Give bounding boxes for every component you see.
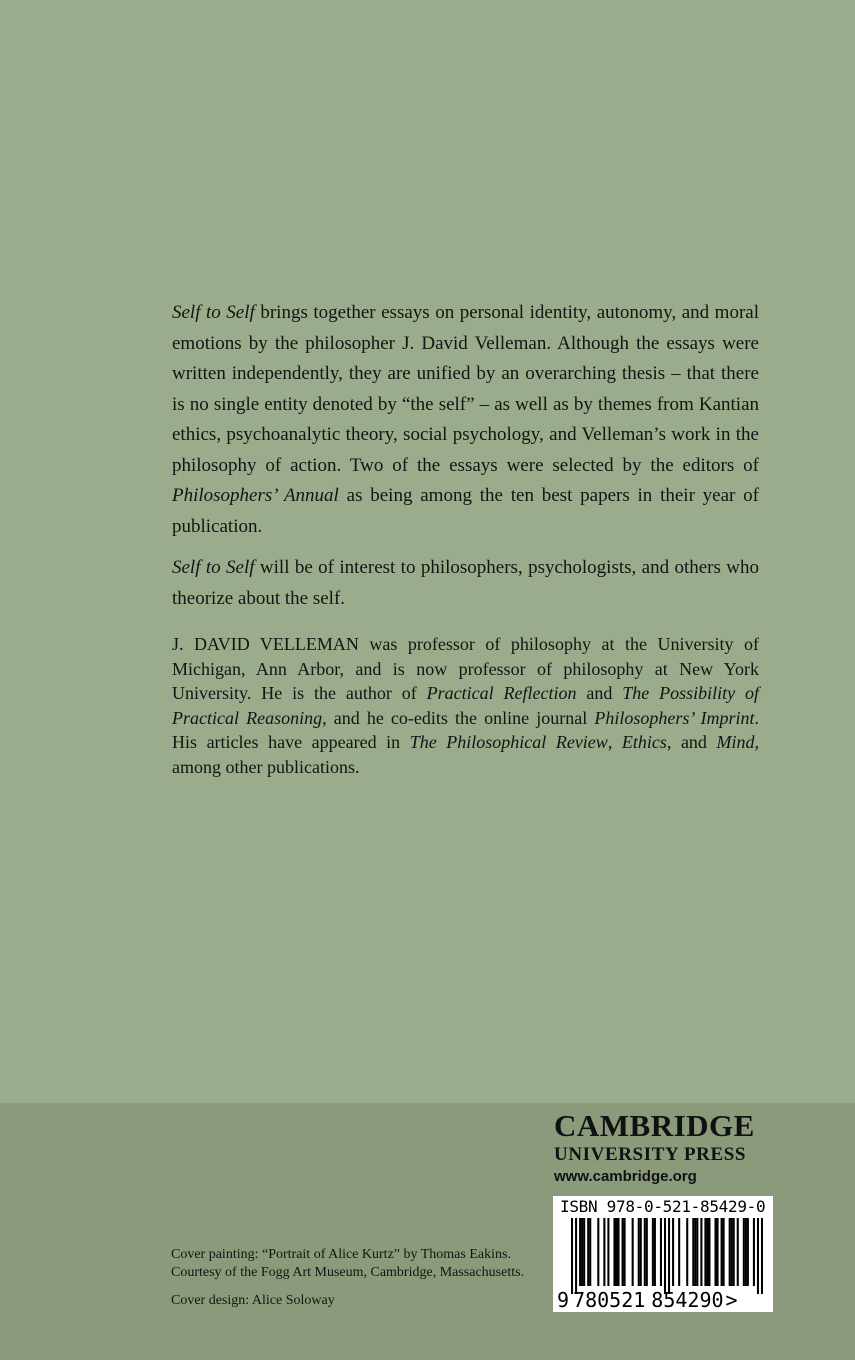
publication-title: The Philosophical Review (409, 732, 608, 752)
blurb-text: will be of interest to philosophers, psychologists, and others who theorize about the self. (172, 557, 759, 609)
barcode-bar (721, 1218, 723, 1286)
barcode-bar (607, 1218, 609, 1286)
bio-text: , and (666, 732, 717, 752)
annual-title: Philosophers’ Annual (172, 485, 339, 506)
barcode-bar (743, 1218, 745, 1286)
barcode-bar (686, 1218, 688, 1286)
blurb-text-end: as being among the ten best papers in their year of publication. (172, 485, 759, 537)
barcode-bar (654, 1218, 656, 1286)
barcode-bar (597, 1218, 599, 1286)
bio-text: J. DAVID VELLEMAN was professor of philosophy at the University of Michigan, Ann Arbor, and is now professor of philosophy at New York University. He is the author of (172, 634, 759, 703)
barcode-bar (733, 1218, 735, 1286)
bio-text: , and he co-edits the online journal (322, 707, 595, 728)
barcode-digit-first: 9 (557, 1288, 570, 1312)
book-title: The Possibility of Practical Reasoning (172, 683, 759, 728)
barcode-digits (557, 1288, 773, 1312)
barcode-bar (589, 1218, 591, 1286)
barcode-bar (622, 1218, 624, 1286)
cover-credits (171, 1246, 551, 1310)
barcode-bar (624, 1218, 626, 1286)
barcode-bar (723, 1218, 725, 1286)
book-title: Self to Self (172, 302, 255, 323)
barcode-bar (603, 1218, 605, 1286)
barcode-bar (753, 1218, 755, 1286)
barcode-bar (575, 1218, 577, 1294)
barcode-bar (757, 1218, 759, 1294)
bio-text: and (576, 683, 623, 703)
publication-title: Mind (716, 732, 755, 752)
publication-title: Ethics (621, 732, 667, 752)
book-title: Self to Self (172, 557, 255, 578)
bio-text: , among other publications. (172, 732, 759, 777)
isbn-barcode (553, 1196, 773, 1312)
barcode-bar (579, 1218, 581, 1286)
barcode-bar (694, 1218, 696, 1286)
author-bio (172, 632, 759, 779)
barcode-bar (632, 1218, 634, 1286)
painting-credit: Cover painting: “Portrait of Alice Kurtz” by Thomas Eakins. (171, 1247, 511, 1262)
publisher-logo (554, 1108, 784, 1188)
barcode-bar (729, 1218, 731, 1286)
barcode-bar (640, 1218, 642, 1286)
barcode-bar (672, 1218, 674, 1286)
barcode-bar (700, 1218, 702, 1286)
author-bio-paragraph (172, 632, 759, 779)
barcode-bar (615, 1218, 617, 1286)
barcode-bar (737, 1218, 739, 1286)
barcode-bar (745, 1218, 747, 1286)
painting-courtesy: Courtesy of the Fogg Art Museum, Cambridge, Massachusetts. (171, 1265, 525, 1280)
barcode-bar (731, 1218, 733, 1286)
barcode-bar (668, 1218, 670, 1294)
barcode-bar (696, 1218, 698, 1286)
barcode-bar (644, 1218, 646, 1286)
blurb-paragraph-1 (172, 298, 759, 542)
barcode-bar (708, 1218, 710, 1286)
bio-text: . His articles have appeared in (172, 707, 759, 752)
barcode-bar (581, 1218, 583, 1286)
journal-title: Philosophers’ Imprint (594, 707, 755, 728)
publisher-url: www.cambridge.org (554, 1168, 697, 1185)
barcode-bar (613, 1218, 615, 1286)
barcode-bar (664, 1218, 666, 1294)
barcode-bar (660, 1218, 662, 1286)
barcode-bar (571, 1218, 573, 1294)
barcode-bar (617, 1218, 619, 1286)
barcode-arrow: > (725, 1288, 738, 1312)
barcode-bar (704, 1218, 706, 1286)
barcode-bar (678, 1218, 680, 1286)
publisher-name: CAMBRIDGE (554, 1108, 755, 1143)
barcode-digits-right: 854290 (651, 1288, 724, 1312)
barcode-bars (571, 1218, 763, 1294)
blurb-paragraph-2 (172, 553, 759, 614)
barcode-bar (652, 1218, 654, 1286)
bio-text: , (607, 732, 622, 752)
design-credit: Cover design: Alice Soloway (171, 1293, 335, 1308)
isbn-label: ISBN 978-0-521-85429-0 (560, 1197, 766, 1216)
barcode-bar (747, 1218, 749, 1286)
barcode-bar (587, 1218, 589, 1286)
book-title: Practical Reflection (426, 683, 577, 703)
barcode-bar (646, 1218, 648, 1286)
barcode-bar (692, 1218, 694, 1286)
barcode-bar (706, 1218, 708, 1286)
blurb (172, 298, 759, 625)
barcode-bar (717, 1218, 719, 1286)
barcode-bar (714, 1218, 716, 1286)
barcode-bar (638, 1218, 640, 1286)
blurb-text: brings together essays on personal identity, autonomy, and moral emotions by the philosopher J. David Velleman. Although the essays were written independently, they are unified by an overarching thesis – that there is no single entity denoted by “the self” – as well as by themes from Kantian ethics, psychoanalytic theory, social psychology, and Velleman’s work in the philosophy of action. Two of the essays were selected by the editors of (172, 302, 759, 476)
barcode-bar (761, 1218, 763, 1294)
publisher-subtitle: UNIVERSITY PRESS (554, 1144, 747, 1165)
barcode-digits-left: 780521 (573, 1288, 646, 1312)
barcode-bar (583, 1218, 585, 1286)
